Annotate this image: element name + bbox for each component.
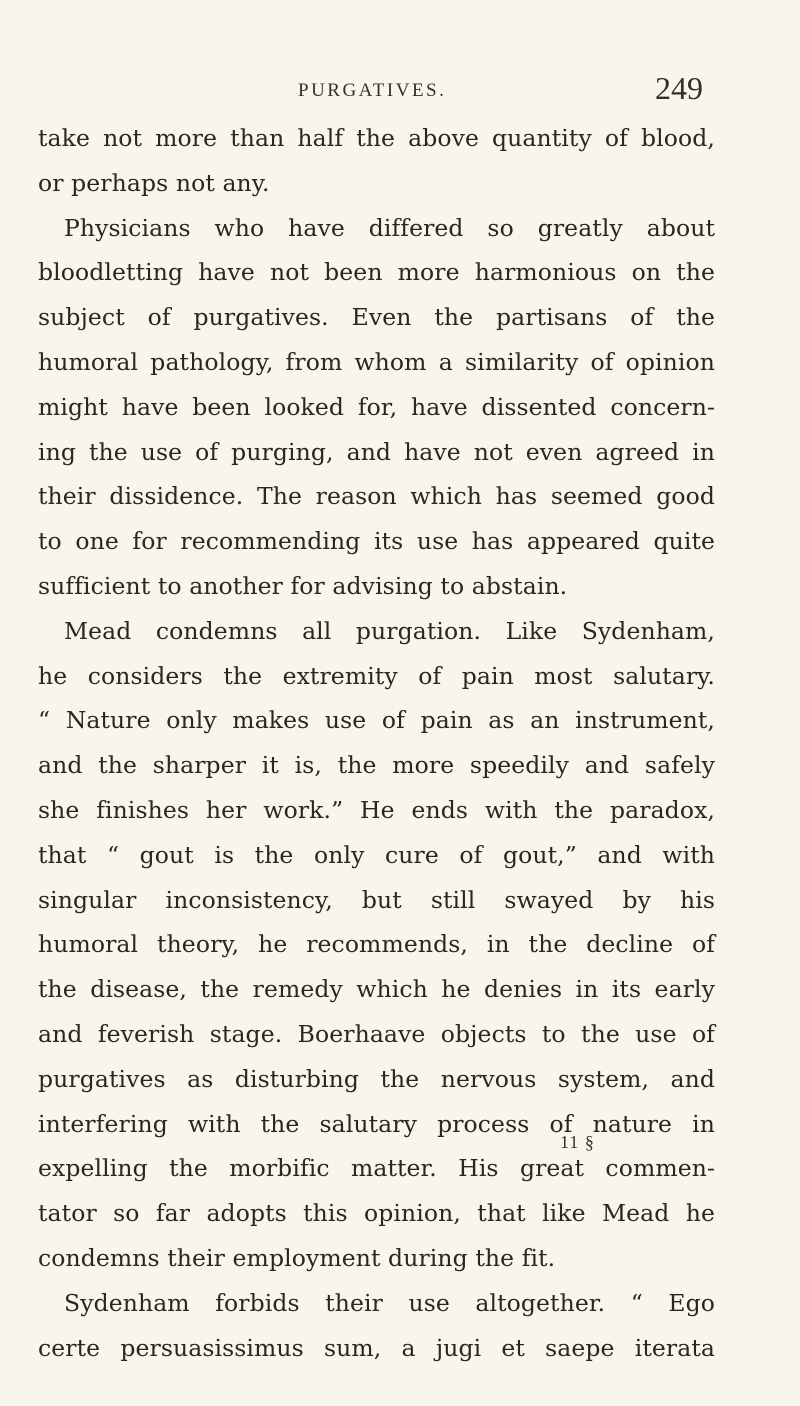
body-text bbox=[38, 116, 715, 1370]
text-line: “ Nature only makes use of pain as an instrument, bbox=[38, 706, 715, 735]
text-line: humoral theory, he recommends, in the decline of bbox=[38, 930, 715, 959]
text-line: Sydenham forbids their use altogether. “ Ego bbox=[64, 1288, 715, 1317]
text-line: the disease, the remedy which he denies in its early bbox=[38, 975, 715, 1004]
text-line: and the sharper it is, the more speedily and safely bbox=[38, 751, 715, 780]
text-line: sufficient to another for advising to abstain. bbox=[38, 571, 568, 600]
text-line: certe persuasissimus sum, a jugi et saepe iterata bbox=[38, 1333, 715, 1362]
text-line: he considers the extremity of pain most salutary. bbox=[38, 661, 715, 690]
text-line: and feverish stage. Boerhaave objects to the use of bbox=[38, 1019, 715, 1048]
text-line: tator so far adopts this opinion, that like Mead he bbox=[38, 1199, 715, 1228]
text-line: might have been looked for, have dissented concern- bbox=[38, 392, 715, 421]
text-line: she finishes her work.” He ends with the paradox, bbox=[38, 795, 715, 824]
text-line: Mead condemns all purgation. Like Sydenham, bbox=[64, 616, 715, 645]
text-line: condemns their employment during the fit. bbox=[38, 1243, 556, 1272]
text-line: subject of purgatives. Even the partisans of the bbox=[38, 303, 715, 332]
text-line: to one for recommending its use has appeared quite bbox=[38, 527, 715, 556]
text-line: singular inconsistency, but still swayed by his bbox=[38, 885, 715, 914]
signature-mark: 11 § bbox=[560, 1132, 595, 1152]
text-line: that “ gout is the only cure of gout,” and with bbox=[38, 840, 715, 869]
text-line: ing the use of purging, and have not even agreed in bbox=[38, 437, 715, 466]
page-number: 249 bbox=[655, 70, 703, 106]
text-line: their dissidence. The reason which has seemed good bbox=[38, 482, 715, 511]
text-line: or perhaps not any. bbox=[38, 168, 270, 197]
text-line: humoral pathology, from whom a similarity of opinion bbox=[38, 347, 715, 376]
text-line: bloodletting have not been more harmonious on the bbox=[38, 258, 715, 287]
text-line: Physicians who have differed so greatly about bbox=[64, 213, 715, 242]
text-line: interfering with the salutary process of nature in bbox=[38, 1109, 715, 1138]
running-title: PURGATIVES. bbox=[298, 80, 447, 101]
text-line: expelling the morbific matter. His great commen- bbox=[38, 1154, 715, 1183]
text-line: purgatives as disturbing the nervous system, and bbox=[38, 1064, 715, 1093]
text-line: take not more than half the above quantity of blood, bbox=[38, 124, 715, 152]
